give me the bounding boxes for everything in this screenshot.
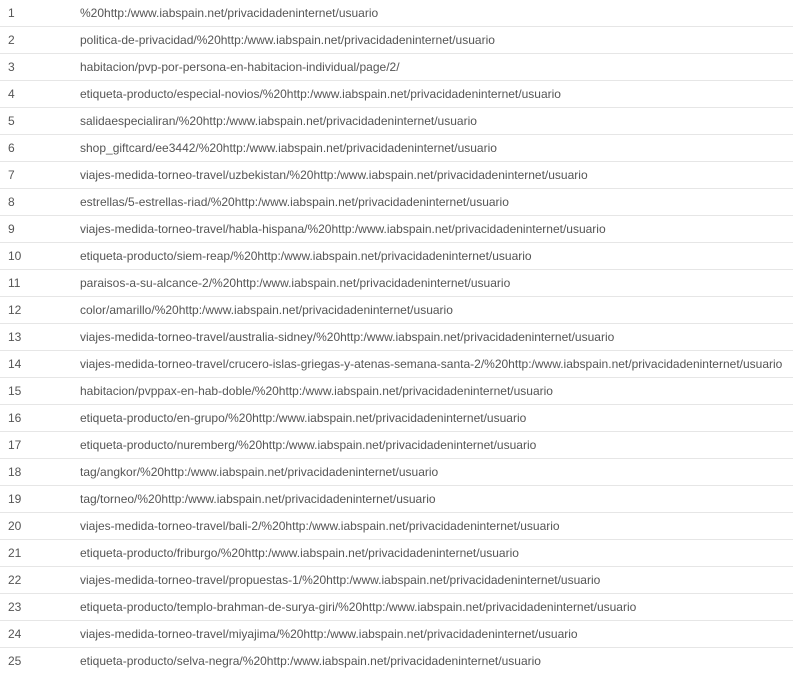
url-link[interactable]: shop_giftcard/ee3442/%20http:/www.iabspain.net/privacidadeninternet/usuario bbox=[80, 141, 497, 155]
url-cell bbox=[80, 378, 793, 405]
url-cell bbox=[80, 0, 793, 27]
row-number: 2 bbox=[0, 27, 80, 54]
url-cell bbox=[80, 270, 793, 297]
table-row bbox=[0, 513, 793, 540]
row-number: 4 bbox=[0, 81, 80, 108]
row-number: 15 bbox=[0, 378, 80, 405]
url-link[interactable]: paraisos-a-su-alcance-2/%20http:/www.iabspain.net/privacidadeninternet/usuario bbox=[80, 276, 511, 290]
row-number: 1 bbox=[0, 0, 80, 27]
url-cell bbox=[80, 540, 793, 567]
url-cell bbox=[80, 486, 793, 513]
url-link[interactable]: viajes-medida-torneo-travel/miyajima/%20http:/www.iabspain.net/privacidadeninternet/usuario bbox=[80, 627, 578, 641]
url-link[interactable]: estrellas/5-estrellas-riad/%20http:/www.iabspain.net/privacidadeninternet/usuario bbox=[80, 195, 509, 209]
table-row bbox=[0, 378, 793, 405]
table-row bbox=[0, 0, 793, 27]
table-row bbox=[0, 351, 793, 378]
table-row bbox=[0, 324, 793, 351]
url-link[interactable]: %20http:/www.iabspain.net/privacidadeninternet/usuario bbox=[80, 6, 379, 20]
url-cell bbox=[80, 567, 793, 594]
url-link[interactable]: tag/torneo/%20http:/www.iabspain.net/privacidadeninternet/usuario bbox=[80, 492, 436, 506]
row-number: 13 bbox=[0, 324, 80, 351]
table-row bbox=[0, 189, 793, 216]
url-link[interactable]: etiqueta-producto/en-grupo/%20http:/www.iabspain.net/privacidadeninternet/usuario bbox=[80, 411, 527, 425]
url-link[interactable]: viajes-medida-torneo-travel/bali-2/%20http:/www.iabspain.net/privacidadeninternet/usuario bbox=[80, 519, 560, 533]
url-link[interactable]: viajes-medida-torneo-travel/australia-sidney/%20http:/www.iabspain.net/privacidadeninternet/usuario bbox=[80, 330, 615, 344]
url-cell bbox=[80, 324, 793, 351]
row-number: 19 bbox=[0, 486, 80, 513]
table-row bbox=[0, 297, 793, 324]
url-cell bbox=[80, 459, 793, 486]
row-number: 23 bbox=[0, 594, 80, 621]
row-number: 10 bbox=[0, 243, 80, 270]
url-cell bbox=[80, 108, 793, 135]
table-row bbox=[0, 432, 793, 459]
url-cell bbox=[80, 513, 793, 540]
url-link[interactable]: etiqueta-producto/templo-brahman-de-surya-giri/%20http:/www.iabspain.net/privacidadeninternet/usuario bbox=[80, 600, 637, 614]
table-row bbox=[0, 540, 793, 567]
url-link[interactable]: viajes-medida-torneo-travel/crucero-islas-griegas-y-atenas-semana-santa-2/%20http:/www.iabspain.net/privacidadeninternet/usuario bbox=[80, 357, 783, 371]
url-link[interactable]: habitacion/pvp-por-persona-en-habitacion-individual/page/2/ bbox=[80, 60, 400, 74]
url-link[interactable]: habitacion/pvppax-en-hab-doble/%20http:/www.iabspain.net/privacidadeninternet/usuario bbox=[80, 384, 553, 398]
url-cell bbox=[80, 648, 793, 675]
table-row bbox=[0, 108, 793, 135]
url-link[interactable]: politica-de-privacidad/%20http:/www.iabspain.net/privacidadeninternet/usuario bbox=[80, 33, 495, 47]
table-row bbox=[0, 81, 793, 108]
url-link[interactable]: etiqueta-producto/selva-negra/%20http:/www.iabspain.net/privacidadeninternet/usuario bbox=[80, 654, 541, 668]
url-cell bbox=[80, 432, 793, 459]
row-number: 12 bbox=[0, 297, 80, 324]
row-number: 9 bbox=[0, 216, 80, 243]
row-number: 18 bbox=[0, 459, 80, 486]
row-number: 3 bbox=[0, 54, 80, 81]
row-number: 5 bbox=[0, 108, 80, 135]
url-link[interactable]: etiqueta-producto/friburgo/%20http:/www.iabspain.net/privacidadeninternet/usuario bbox=[80, 546, 519, 560]
table-row bbox=[0, 594, 793, 621]
table-row bbox=[0, 486, 793, 513]
table-row bbox=[0, 27, 793, 54]
url-link[interactable]: etiqueta-producto/siem-reap/%20http:/www.iabspain.net/privacidadeninternet/usuario bbox=[80, 249, 532, 263]
row-number: 8 bbox=[0, 189, 80, 216]
row-number: 14 bbox=[0, 351, 80, 378]
url-link[interactable]: tag/angkor/%20http:/www.iabspain.net/privacidadeninternet/usuario bbox=[80, 465, 439, 479]
url-cell bbox=[80, 243, 793, 270]
url-link[interactable]: color/amarillo/%20http:/www.iabspain.net/privacidadeninternet/usuario bbox=[80, 303, 453, 317]
url-link[interactable]: etiqueta-producto/nuremberg/%20http:/www.iabspain.net/privacidadeninternet/usuario bbox=[80, 438, 537, 452]
url-cell bbox=[80, 54, 793, 81]
url-cell bbox=[80, 27, 793, 54]
table-row bbox=[0, 405, 793, 432]
url-link[interactable]: viajes-medida-torneo-travel/uzbekistan/%20http:/www.iabspain.net/privacidadeninternet/usuario bbox=[80, 168, 588, 182]
table-row bbox=[0, 162, 793, 189]
row-number: 25 bbox=[8, 654, 22, 668]
url-cell bbox=[80, 189, 793, 216]
url-cell bbox=[80, 135, 793, 162]
table-row bbox=[0, 567, 793, 594]
row-number: 6 bbox=[0, 135, 80, 162]
row-number: 22 bbox=[0, 567, 80, 594]
table-row bbox=[0, 243, 793, 270]
url-link[interactable]: salidaespecialiran/%20http:/www.iabspain.net/privacidadeninternet/usuario bbox=[80, 114, 477, 128]
row-number: 11 bbox=[0, 270, 80, 297]
row-number: 21 bbox=[0, 540, 80, 567]
url-cell bbox=[80, 216, 793, 243]
url-cell bbox=[80, 297, 793, 324]
row-number: 7 bbox=[0, 162, 80, 189]
url-cell bbox=[80, 162, 793, 189]
row-number: 16 bbox=[0, 405, 80, 432]
table-row bbox=[0, 216, 793, 243]
row-number: 24 bbox=[0, 621, 80, 648]
table-row bbox=[0, 648, 793, 675]
url-cell bbox=[80, 351, 793, 378]
url-link[interactable]: etiqueta-producto/especial-novios/%20http:/www.iabspain.net/privacidadeninternet/usuario bbox=[80, 87, 561, 101]
table-row bbox=[0, 459, 793, 486]
row-number: 17 bbox=[0, 432, 80, 459]
table-row bbox=[0, 621, 793, 648]
row-number: 20 bbox=[0, 513, 80, 540]
table-row bbox=[0, 270, 793, 297]
url-cell bbox=[80, 594, 793, 621]
url-cell bbox=[80, 405, 793, 432]
url-link[interactable]: viajes-medida-torneo-travel/habla-hispana/%20http:/www.iabspain.net/privacidadeninternet/usuario bbox=[80, 222, 606, 236]
table-row bbox=[0, 54, 793, 81]
url-cell bbox=[80, 81, 793, 108]
url-link[interactable]: viajes-medida-torneo-travel/propuestas-1/%20http:/www.iabspain.net/privacidadeninternet/usuario bbox=[80, 573, 601, 587]
table-row bbox=[0, 135, 793, 162]
url-cell bbox=[80, 621, 793, 648]
